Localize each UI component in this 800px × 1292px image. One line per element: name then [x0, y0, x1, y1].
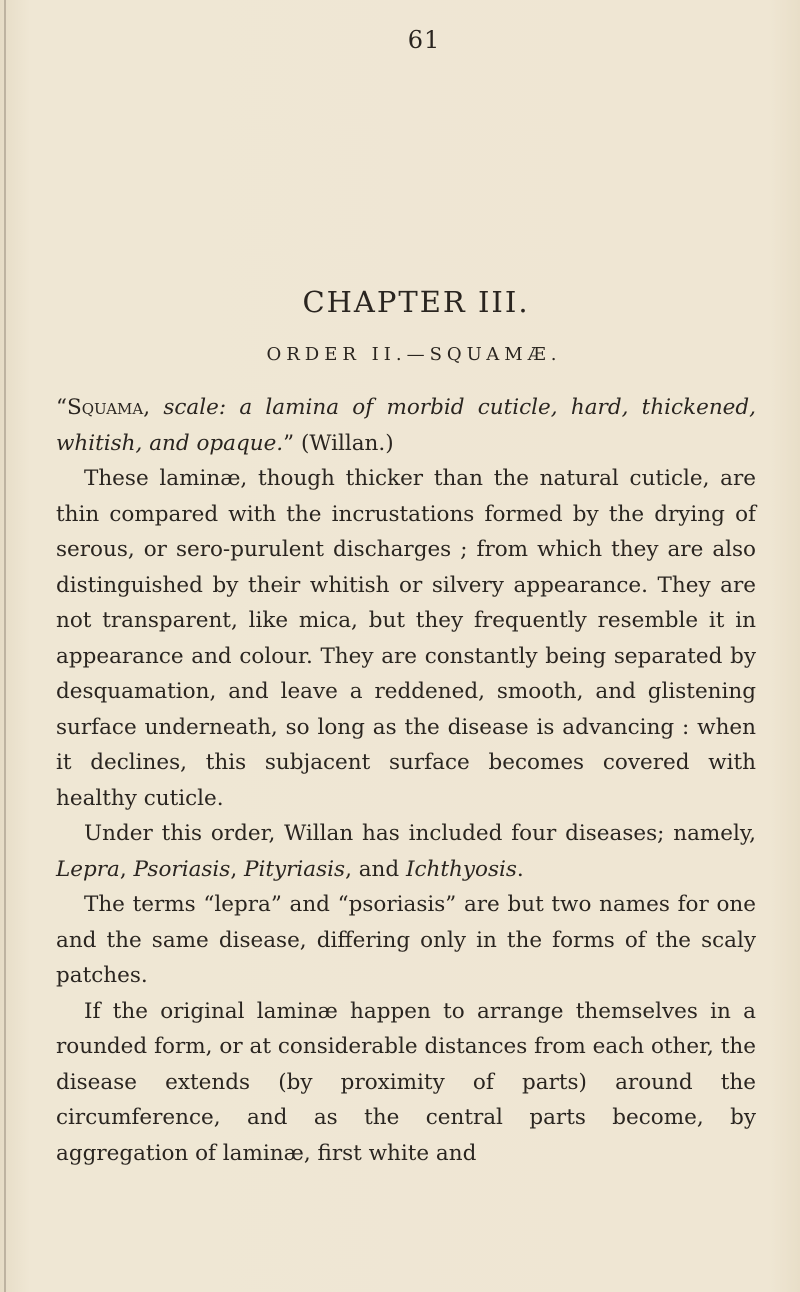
- close-quote: ”: [283, 430, 295, 456]
- definition-translation: scale: a lamina of morbid cuticle, hard, thickened, whitish, and opaque.: [56, 395, 756, 456]
- body-text: [56, 390, 756, 1171]
- order-intro: Under this order, Willan has included four diseases; namely,: [84, 821, 756, 846]
- page-number: 61: [407, 26, 441, 54]
- disease-lepra: Lepra: [56, 856, 120, 882]
- paragraph-laminae: These laminæ, though thicker than the natural cuticle, are thin compared with the incrustations formed by the drying of serous, or sero-purulent discharges ; from which they are also distinguished by their whitish or silvery appearance. They are not transparent, like mica, but they frequently resemble it in appearance and colour. They are constantly being separated by desquamation, and leave a reddened, smooth, and glistening surface underneath, so long as the disease is advancing : when it declines, this subjacent surface becomes covered with healthy cuticle.: [56, 466, 756, 811]
- order-heading: ORDER II.—SQUAMÆ.: [266, 344, 562, 365]
- definition-term: Squama: [67, 395, 144, 420]
- separator: ,: [230, 856, 245, 882]
- definition-comma: ,: [143, 395, 164, 420]
- definition-attribution: (Willan.): [294, 430, 394, 456]
- page-binding-edge: [4, 0, 6, 1292]
- open-quote: “: [56, 395, 67, 420]
- separator: ,: [119, 856, 134, 882]
- separator: , and: [345, 856, 406, 882]
- disease-psoriasis: Psoriasis: [133, 856, 231, 882]
- definition-paragraph: [56, 390, 756, 461]
- terminal-period: .: [516, 856, 524, 882]
- paragraph-original-laminae: If the original laminæ happen to arrange themselves in a rounded form, or at considerable distances from each other, the disease extends (by proximity of parts) around the circumference, and as the central parts become, by aggregation of laminæ, first white and: [56, 998, 756, 1166]
- chapter-title: CHAPTER III.: [302, 285, 530, 319]
- disease-ichthyosis: Ichthyosis: [406, 856, 517, 882]
- paragraph-order: [56, 816, 756, 887]
- disease-pityriasis: Pityriasis: [244, 856, 346, 882]
- paragraph-terms: The terms “lepra” and “psoriasis” are but two names for one and the same disease, differing only in the forms of the scaly patches.: [56, 892, 756, 988]
